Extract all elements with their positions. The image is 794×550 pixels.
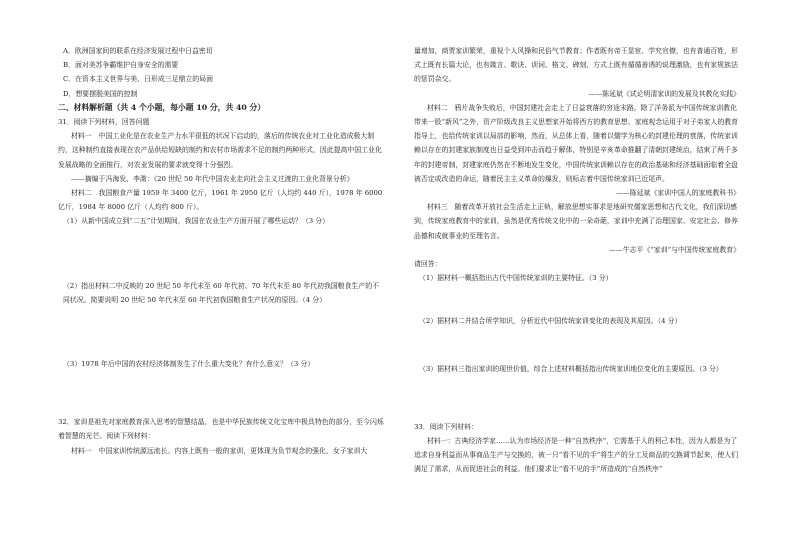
q32-question-2: （2）据材料二并结合所学知识，分析近代中国传统家训变化的表现及其原因。（4 分）	[419, 317, 682, 326]
option-b: B．面对美苏争霸维护自身安全的需要	[63, 61, 179, 70]
q33-material-1: 材料一：古典经济学家……认为市场经济是一种“自然秩序”，它需基于人的利己本性，因为人都是为了追求自身利益而从事商品生产与交换的，被一只“看不见的手”将生产的分工及商品的交换调节起来，使人们满足了需求，从而促进社会的利益。他们要求让“看不见的手”所造成的“自然秩序”	[414, 437, 739, 474]
right-column	[414, 44, 740, 477]
q32-ask: 请回答：	[414, 260, 442, 269]
q33-intro: 33．阅读下列材料：	[414, 422, 478, 431]
q31-question-1: （1）从新中国成立到“二五”计划期间，我国在农业生产方面开展了哪些运动？（3 分）	[63, 217, 330, 226]
answer-space	[414, 285, 740, 314]
q32-material-2: 材料二 鸦片战争失败后，中国封建社会走上了日益衰落的穷途末路。除了洋务派为中国传统家训教化带来一股“新风”之外，资产阶级改良主义思想家开始将西方的教育思想、家庭观念运用于对子弟家人的教育指导上，也给传统家训以局部的影响，然而，从总体上看，随着以儒学为核心的封建伦理的衰落，传统家训赖以存在的封建家族制度也日益受到冲击而趋于解体，特别是辛亥革命推翻了清朝封建统治，结束了两千多年的封建帝制，封建家庭仍然在不断地发生变化，中国传统家训赖以存在的政治基础和经济基础面临着全盘被否定或改造的命运，随着民主主义革命的爆发，则标志着中国传统家训已近尾声。	[414, 103, 739, 183]
answer-space	[58, 371, 384, 415]
q32-source-1: ——陈延斌《试论明清家训的发展及其教化实践》	[588, 89, 740, 98]
q31-question-2: （2）指出材料二中反映的 20 世纪 50 年代末至 60 年代初、70 年代末至 80 年代初我国粮食生产的不同状况。简要说明 20 世纪 50 年代末至 60 年代初我国粮食生产状况的原因。（4 分）	[63, 281, 379, 304]
q32-material-1-cont: 量增加，商贾家训繁荣，重视个人风操和民俗气节教育；作者既有帝王显宦、学究官僚，也有普通百姓，形式上既有长篇大论，也有箴言、歌诀、训词、格文、碑刻，方式上既有循循善诱的说理激励，也有家规族法的惩罚杂交。	[414, 47, 738, 84]
q31-material-2: 材料二 我国粮食产量 1959 年 3400 亿斤，1961 年 2950 亿斤（人均约 440 斤），1978 年 6000 亿斤，1984 年 8000 亿斤（人均约 800 斤）。	[58, 189, 383, 212]
q32-intro: 32．家训是祖先对家庭教育深入思考的智慧结晶，也是中华民族传统文化宝库中极具特色的部分，至今闪烁着智慧的光芒。阅读下列材料：	[58, 418, 384, 441]
q32-material-3: 材料三 随着改革开放社会生活走上正轨，解放思想实事求是地研究儒家思想和古代文化，我们深切感到，传统家庭教育中的家训，虽然是优秀传统文化中的一朵奇葩，家训中充满了治理国家、安定社会、修养品德和成就事业的至理名言。	[414, 203, 738, 240]
option-a: A．欧洲国家间的联系在经济发展过程中日益密切	[63, 47, 213, 55]
answer-space	[414, 329, 740, 362]
option-c: C．在资本主义世界与美、日形成三足鼎立的局面	[63, 75, 213, 84]
answer-space	[414, 376, 740, 420]
answer-space	[58, 307, 384, 357]
q32-question-1: （1）据材料一概括指出古代中国传统家训的主要特征。（3 分）	[419, 274, 613, 283]
section-title: 二、材料解析题（共 4 个小题，每小题 10 分，共 40 分）	[58, 102, 266, 112]
q31-source-1: ——摘编于冯海发、李溦：《20 世纪 50 年代中国农业走向社会主义过渡的工业化背景分析》	[71, 174, 354, 183]
answer-space	[58, 229, 384, 279]
q31-intro: 31．阅读下列材料，回答问题	[58, 118, 150, 127]
left-column	[58, 44, 384, 458]
option-d: D．想要摆脱美国的控制	[63, 89, 138, 98]
q31-material-1: 材料一 中国工业化是在农业生产力水平很低的状况下启动的，落后的传统农业对工业化造成极大制约，这种制约直接表现在农产品供给短缺的制约和农村市场需求不足的制约两种形式，因此提高中国工业化发展战略的全面推行，对农业发展的要求就变得十分强烈。	[58, 132, 382, 169]
q32-source-3: ——牛志平《“家训”与中国传统家庭教育》	[608, 245, 740, 254]
q31-question-3: （3）1978 年后中国的农村经济体制发生了什么重大变化？有什么意义？（3 分）	[63, 360, 315, 369]
q32-source-2: ——陈延斌《家训中国人的家庭教科书》	[615, 189, 740, 198]
q32-question-3: （3）据材料三指出家训的现世价值。综合上述材料概括指出传统家训地位变化的主要原因。（3 分）	[419, 364, 723, 373]
q32-material-1: 材料一 中国家训传统源远流长。内容上既有一般的家训，更体现为负节观念的强化，女子家训大	[71, 446, 368, 455]
